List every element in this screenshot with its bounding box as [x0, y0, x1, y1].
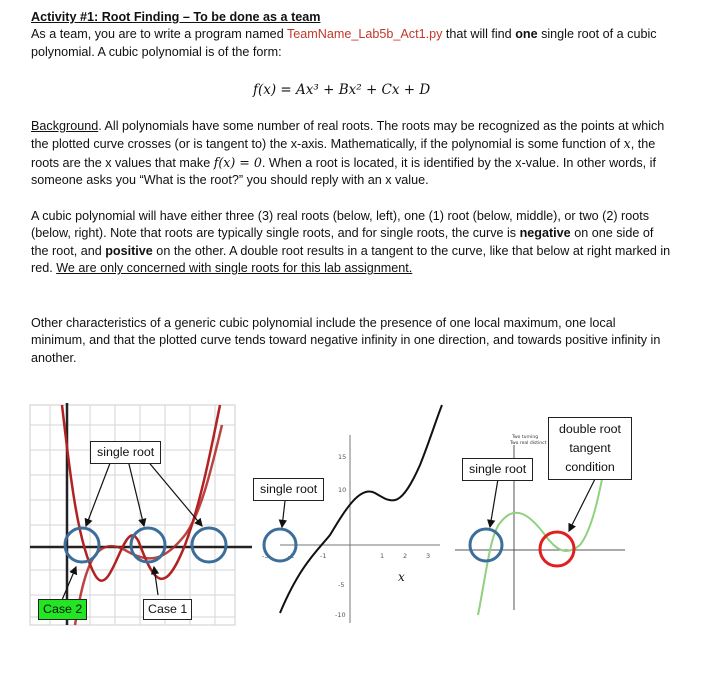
roots-negative: negative — [519, 226, 571, 241]
cubic-roots-figure — [0, 395, 714, 682]
intro-bold-one: one — [515, 27, 538, 42]
roots-positive: positive — [105, 243, 153, 258]
roots-underlined-note: We are only concerned with single roots for this lab assignment. — [56, 261, 413, 276]
activity-paragraph — [31, 9, 671, 61]
activity-title: Activity #1: Root Finding – To be done as a team — [31, 10, 321, 24]
background-text-a: . All polynomials have some number of real roots. The roots may be recognized as the points at which the plotted curve crosses (or is tangent to) the x-axis. Mathematically, if the polynomial is some function of — [31, 119, 665, 152]
single-root-label-right: single root — [462, 458, 533, 481]
background-text-b: , the roots are the x values that make — [31, 137, 656, 170]
mid-tick-x-1: 1 — [380, 552, 385, 560]
single-root-label-left: single root — [90, 441, 161, 464]
left-plot — [30, 405, 235, 625]
roots-text-b: on one side of the root, and — [31, 226, 654, 258]
background-paragraph — [31, 118, 671, 190]
cubic-equation: f(x) = Ax³ + Bx² + Cx + D — [253, 82, 431, 98]
tiny-caption-1: Two turning — [512, 435, 539, 440]
intro-text-b: that will find — [442, 27, 516, 42]
case1-label: Case 1 — [143, 599, 192, 620]
intro-text-a: As a team, you are to write a program named — [31, 27, 287, 42]
intro-text-c: single root of a cubic polynomial. A cubic polynomial is of the form: — [31, 27, 657, 59]
middle-x-axis-label: x — [398, 570, 405, 584]
mid-tick-y-10: 10 — [338, 486, 347, 494]
mid-tick-x-m2: -2 — [288, 552, 295, 560]
mid-tick-x-m3: -3 — [262, 552, 269, 560]
double-root-label — [548, 417, 632, 480]
roots-text-c: on the other. A double root results in a tangent to the curve, like that below at right marked in red. — [31, 243, 671, 276]
double-root-line1: double root — [559, 422, 622, 436]
background-text-c: . When a root is located, it is identified by the x-value. In other words, if someone asks you “What is the root?” you should reply with an x value. — [31, 155, 656, 188]
other-characteristics-paragraph: Other characteristics of a generic cubic polynomial include the presence of one local maximum, one local minimum, and that the plotted curve tends toward negative infinity in one direction, and towards positive infinity in another. — [31, 316, 661, 365]
mid-tick-y-m5: -5 — [338, 581, 345, 589]
mid-tick-x-m1: -1 — [320, 552, 327, 560]
mid-tick-y-m10: -10 — [335, 611, 346, 619]
background-heading: Background — [31, 119, 99, 133]
roots-text-a: A cubic polynomial will have either three (3) real roots (below, left), one (1) root (below, middle), or two (2) roots (below, right). Note that roots are typically single roots, and for single roots, the curve is — [31, 209, 650, 241]
program-filename: TeamName_Lab5b_Act1.py — [286, 27, 443, 42]
case2-label: Case 2 — [38, 599, 87, 620]
single-root-label-middle: single root — [253, 478, 324, 501]
background-var-x: x — [623, 136, 631, 152]
background-expression: f(x) = 0 — [213, 154, 262, 170]
mid-tick-x-3: 3 — [426, 552, 431, 560]
mid-tick-x-2: 2 — [403, 552, 408, 560]
mid-tick-y-15: 15 — [338, 453, 347, 461]
double-root-line3: condition — [565, 460, 615, 474]
cubic-roots-paragraph — [31, 208, 671, 278]
double-root-line2: tangent — [569, 441, 611, 455]
tiny-caption-2: Two real distinct — [510, 441, 547, 446]
middle-plot — [280, 405, 442, 623]
